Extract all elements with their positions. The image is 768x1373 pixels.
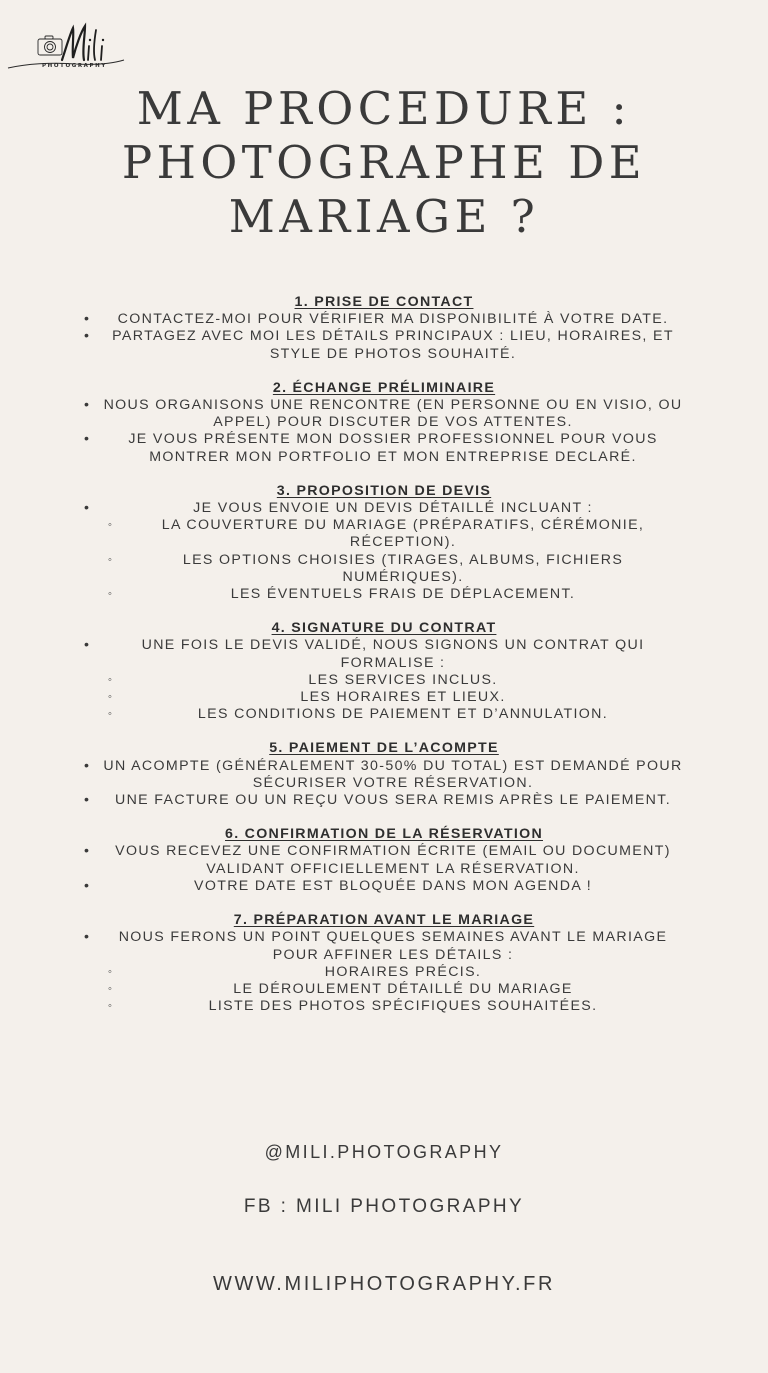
sub-list-item [80, 689, 688, 706]
bullet-icon: • [84, 757, 89, 774]
procedure-section [80, 620, 688, 723]
bullet-icon: • [84, 637, 89, 654]
list-item [80, 758, 688, 792]
section-heading: 2. ÉCHANGE PRÉLIMINAIRE [272, 379, 496, 396]
hollow-bullet-icon: ◦ [108, 1000, 112, 1013]
list-item-text: VOUS RECEVEZ UNE CONFIRMATION ÉCRITE (EMAIL OU DOCUMENT) VALIDANT OFFICIELLEMENT LA RÉSERVATION. [115, 843, 671, 877]
list-item-text: CONTACTEZ-MOI POUR VÉRIFIER MA DISPONIBILITÉ À VOTRE DATE. [117, 311, 669, 328]
sub-list-item-text: LES ÉVENTUELS FRAIS DE DÉPLACEMENT. [230, 586, 576, 603]
list-item-text: PARTAGEZ AVEC MOI LES DÉTAILS PRINCIPAUX : LIEU, HORAIRES, ET STYLE DE PHOTOS SOUHAITÉ. [112, 328, 674, 362]
section-heading: 3. PROPOSITION DE DEVIS [276, 482, 492, 499]
list-item-text: NOUS ORGANISONS UNE RENCONTRE (EN PERSONNE OU EN VISIO, OU APPEL) POUR DISCUTER DE VOS ATTENTES. [103, 397, 683, 431]
bullet-icon: • [84, 843, 89, 860]
logo [6, 20, 131, 76]
sub-list-item-text: HORAIRES PRÉCIS. [324, 963, 482, 980]
list-item-text: UNE FOIS LE DEVIS VALIDÉ, NOUS SIGNONS UN CONTRAT QUI FORMALISE : [141, 637, 645, 671]
sub-list-item [80, 586, 688, 603]
sub-list-item [80, 964, 688, 981]
bullet-icon: • [84, 328, 89, 345]
title-line-3: MARIAGE ? [228, 190, 540, 243]
sub-list-item-text: LES OPTIONS CHOISIES (TIRAGES, ALBUMS, FICHIERS NUMÉRIQUES). [182, 551, 624, 585]
list-item-text: UNE FACTURE OU UN REÇU VOUS SERA REMIS APRÈS LE PAIEMENT. [114, 792, 671, 809]
section-heading: 5. PAIEMENT DE L’ACOMPTE [269, 740, 499, 757]
bullet-icon: • [84, 929, 89, 946]
sub-list-item-text: LES CONDITIONS DE PAIEMENT ET D’ANNULATION. [197, 706, 609, 723]
list-item [80, 500, 688, 517]
sub-list-item [80, 672, 688, 689]
procedure-content [80, 294, 688, 1032]
section-heading: 4. SIGNATURE DU CONTRAT [271, 620, 497, 637]
bullet-icon: • [84, 792, 89, 809]
bullet-icon: • [84, 311, 89, 328]
list-item [80, 843, 688, 877]
bullet-icon: • [84, 431, 89, 448]
list-item-text: NOUS FERONS UN POINT QUELQUES SEMAINES AVANT LE MARIAGE POUR AFFINER LES DÉTAILS : [118, 929, 668, 963]
hollow-bullet-icon: ◦ [108, 673, 112, 686]
list-item [80, 397, 688, 431]
bullet-icon: • [84, 397, 89, 414]
page-title [0, 82, 768, 244]
list-item-text: JE VOUS PRÉSENTE MON DOSSIER PROFESSIONNEL POUR VOUS MONTRER MON PORTFOLIO ET MON ENTREPRISE DECLARÉ. [128, 431, 658, 465]
hollow-bullet-icon: ◦ [108, 982, 112, 995]
procedure-section [80, 294, 688, 363]
procedure-section [80, 826, 688, 895]
hollow-bullet-icon: ◦ [108, 553, 112, 566]
hollow-bullet-icon: ◦ [108, 588, 112, 601]
list-item-text: JE VOUS ENVOIE UN DEVIS DÉTAILLÉ INCLUANT : [193, 500, 593, 517]
list-item-text: UN ACOMPTE (GÉNÉRALEMENT 30-50% DU TOTAL) EST DEMANDÉ POUR SÉCURISER VOTRE RÉSERVATION. [103, 757, 683, 791]
hollow-bullet-icon: ◦ [108, 708, 112, 721]
procedure-section [80, 740, 688, 809]
list-item [80, 311, 688, 328]
list-item [80, 929, 688, 963]
section-heading: 6. CONFIRMATION DE LA RÉSERVATION [225, 826, 543, 843]
bullet-icon: • [84, 500, 89, 517]
logo-subtitle: PHOTOGRAPHY [42, 63, 107, 69]
sub-list-item [80, 706, 688, 723]
website-link[interactable]: WWW.MILIPHOTOGRAPHY.FR [212, 1273, 556, 1295]
sub-list-item-text: LA COUVERTURE DU MARIAGE (PRÉPARATIFS, CÉRÉMONIE, RÉCEPTION). [161, 517, 645, 551]
list-item [80, 637, 688, 671]
sub-list-item-text: LISTE DES PHOTOS SPÉCIFIQUES SOUHAITÉES. [208, 998, 598, 1015]
list-item [80, 431, 688, 465]
sub-list-item [80, 981, 688, 998]
procedure-section [80, 912, 688, 1015]
sub-list-item [80, 998, 688, 1015]
procedure-section [80, 483, 688, 603]
list-item [80, 328, 688, 362]
list-item [80, 792, 688, 809]
facebook-page[interactable]: FB : MILI PHOTOGRAPHY [243, 1196, 525, 1217]
hollow-bullet-icon: ◦ [108, 965, 112, 978]
procedure-section [80, 380, 688, 466]
title-line-2: PHOTOGRAPHE DE [121, 136, 647, 189]
section-heading: 7. PRÉPARATION AVANT LE MARIAGE [233, 912, 535, 929]
instagram-handle[interactable]: @MILI.PHOTOGRAPHY [264, 1142, 504, 1162]
sub-list-item-text: LES HORAIRES ET LIEUX. [300, 689, 506, 706]
sub-list-item [80, 552, 688, 586]
list-item-text: VOTRE DATE EST BLOQUÉE DANS MON AGENDA ! [194, 877, 592, 894]
section-heading: 1. PRISE DE CONTACT [294, 294, 474, 310]
sub-list-item-text: LES SERVICES INCLUS. [308, 671, 498, 688]
hollow-bullet-icon: ◦ [108, 691, 112, 704]
title-line-1: MA PROCEDURE : [136, 82, 632, 135]
bullet-icon: • [84, 877, 89, 894]
sub-list-item-text: LE DÉROULEMENT DÉTAILLÉ DU MARIAGE [233, 980, 573, 997]
hollow-bullet-icon: ◦ [108, 519, 112, 532]
list-item [80, 878, 688, 895]
sub-list-item [80, 517, 688, 551]
